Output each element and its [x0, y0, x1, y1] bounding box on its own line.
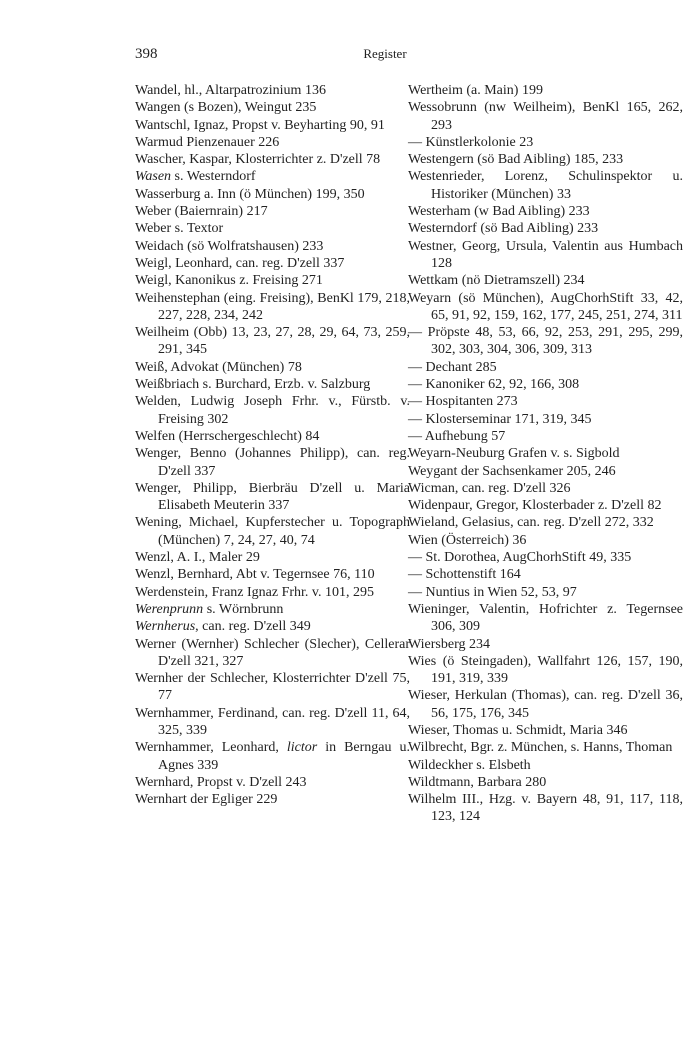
index-entry: Wernher der Schlecher, Klosterrichter D'zell 75, 77 — [135, 671, 410, 704]
index-entry: Wantschl, Ignaz, Propst v. Beyharting 90, 91 — [135, 117, 385, 133]
index-entry: Welfen (Herrschergeschlecht) 84 — [135, 428, 320, 444]
index-entry: Wieninger, Valentin, Hofrichter z. Tegernsee 306, 309 — [408, 601, 683, 635]
index-entry: — Klosterseminar 171, 319, 345 — [408, 411, 592, 427]
index-entry: Weigl, Leonhard, can. reg. D'zell 337 — [135, 255, 345, 271]
page-number: 398 — [135, 46, 158, 62]
index-entry: Weiß, Advokat (München) 78 — [135, 359, 302, 375]
index-entry: Wertheim (a. Main) 199 — [408, 83, 543, 98]
index-entry: Wilhelm III., Hzg. v. Bayern 48, 91, 117, 118, 123, 124 — [408, 792, 683, 825]
index-entry: Westerham (w Bad Aibling) 233 — [408, 204, 590, 220]
index-entry: Weygant der Sachsenkamer 205, 246 — [408, 463, 616, 479]
index-entry: Welden, Ludwig Joseph Frhr. v., Fürstb. v. Freising 302 — [135, 394, 410, 427]
index-entry: Wilbrecht, Bgr. z. München, s. Hanns, Thoman — [408, 740, 673, 756]
index-entry: Wies (ö Steingaden), Wallfahrt 126, 157, 190, 191, 319, 339 — [408, 653, 683, 687]
index-entry: Wascher, Kaspar, Klosterrichter z. D'zell 78 — [135, 152, 381, 168]
index-entry: — Künstlerkolonie 23 — [408, 134, 534, 150]
index-entry: Weilheim (Obb) 13, 23, 27, 28, 29, 64, 73, 259, 291, 345 — [135, 325, 410, 358]
page-header — [135, 46, 635, 66]
index-entry: Wien (Österreich) 36 — [408, 532, 527, 548]
index-entry: Wicman, can. reg. D'zell 326 — [408, 480, 571, 496]
index-entry: Wernherus, can. reg. D'zell 349 — [135, 619, 311, 635]
index-entry: Warmud Pienzenauer 226 — [135, 134, 280, 150]
index-entry: Wettkam (nö Dietramszell) 234 — [408, 273, 585, 289]
index-entry: Wangen (s Bozen), Weingut 235 — [135, 100, 317, 116]
index-entry: Werdenstein, Franz Ignaz Frhr. v. 101, 295 — [135, 584, 375, 600]
index-entry: Weyarn-Neuburg Grafen v. s. Sigbold — [408, 446, 620, 462]
index-entry: Weißbriach s. Burchard, Erzb. v. Salzburg — [135, 377, 371, 393]
index-entry: Widenpaur, Gregor, Klosterbader z. D'zell 82 — [408, 498, 662, 514]
index-entry: Wildeckher s. Elsbeth — [408, 757, 531, 773]
index-column-left — [135, 82, 410, 808]
index-entry: Wenzl, Bernhard, Abt v. Tegernsee 76, 110 — [135, 567, 375, 583]
index-entry: Wieser, Thomas u. Schmidt, Maria 346 — [408, 722, 628, 738]
index-entry: Wieland, Gelasius, can. reg. D'zell 272, 332 — [408, 515, 654, 531]
index-entry: Wasserburg a. Inn (ö München) 199, 350 — [135, 186, 365, 202]
index-entry: Wasen s. Westerndorf — [135, 169, 256, 185]
index-entry: — Schottenstift 164 — [408, 567, 521, 583]
index-entry: Westner, Georg, Ursula, Valentin aus Humbach 128 — [408, 238, 683, 271]
index-entry: — Aufhebung 57 — [408, 428, 506, 444]
index-entry: Wandel, hl., Altarpatrozinium 136 — [135, 83, 326, 98]
index-entry: Wenger, Philipp, Bierbräu D'zell u. Maria Elisabeth Meuterin 337 — [135, 480, 410, 514]
index-entry: — Kanoniker 62, 92, 166, 308 — [408, 377, 580, 393]
index-entry: Wiersberg 234 — [408, 636, 490, 652]
index-entry: Wernhart der Egliger 229 — [135, 792, 278, 808]
index-entry: Westerndorf (sö Bad Aibling) 233 — [408, 221, 599, 237]
index-entry: Wernhammer, Leonhard, lictor in Berngau u. Agnes 339 — [135, 740, 410, 773]
index-entry: Weigl, Kanonikus z. Freising 271 — [135, 273, 323, 289]
running-title: Register — [363, 46, 407, 61]
index-entry: Wernhammer, Ferdinand, can. reg. D'zell 11, 64, 325, 339 — [135, 705, 410, 738]
index-entry: — St. Dorothea, AugChorhStift 49, 335 — [408, 550, 632, 566]
index-entry: Wieser, Herkulan (Thomas), can. reg. D'zell 36, 56, 175, 176, 345 — [408, 688, 683, 721]
index-entry: Weber s. Textor — [135, 221, 224, 237]
index-entry: Wessobrunn (nw Weilheim), BenKl 165, 262, 293 — [408, 100, 683, 133]
index-entry: — Pröpste 48, 53, 66, 92, 253, 291, 295, 299, 302, 303, 304, 306, 309, 313 — [408, 325, 683, 358]
index-entry: Werenprunn s. Wörnbrunn — [135, 601, 284, 617]
index-entry: Wernhard, Propst v. D'zell 243 — [135, 774, 307, 790]
index-entry: Weber (Baiernrain) 217 — [135, 204, 268, 220]
index-column-right — [408, 82, 683, 826]
index-entry: — Dechant 285 — [408, 359, 497, 375]
index-entry: Weihenstephan (eing. Freising), BenKl 179, 218, 227, 228, 234, 242 — [135, 290, 410, 323]
index-entry: Wening, Michael, Kupferstecher u. Topograph (München) 7, 24, 27, 40, 74 — [135, 515, 410, 548]
index-entry: Wildtmann, Barbara 280 — [408, 774, 547, 790]
index-entry: — Hospitanten 273 — [408, 394, 518, 410]
index-entry: — Nuntius in Wien 52, 53, 97 — [408, 584, 577, 600]
index-entry: Westenrieder, Lorenz, Schulinspektor u. Historiker (München) 33 — [408, 169, 683, 202]
index-entry: Weyarn (sö München), AugChorhStift 33, 42, 65, 91, 92, 159, 162, 177, 245, 251, 274, 311 — [408, 290, 683, 323]
index-entry: Werner (Wernher) Schlecher (Slecher), Cellerar D'zell 321, 327 — [135, 636, 410, 669]
index-entry: Wenzl, A. I., Maler 29 — [135, 550, 260, 566]
index-entry: Westengern (sö Bad Aibling) 185, 233 — [408, 152, 624, 168]
index-entry: Wenger, Benno (Johannes Philipp), can. reg. D'zell 337 — [135, 446, 410, 479]
index-entry: Weidach (sö Wolfratshausen) 233 — [135, 238, 324, 254]
